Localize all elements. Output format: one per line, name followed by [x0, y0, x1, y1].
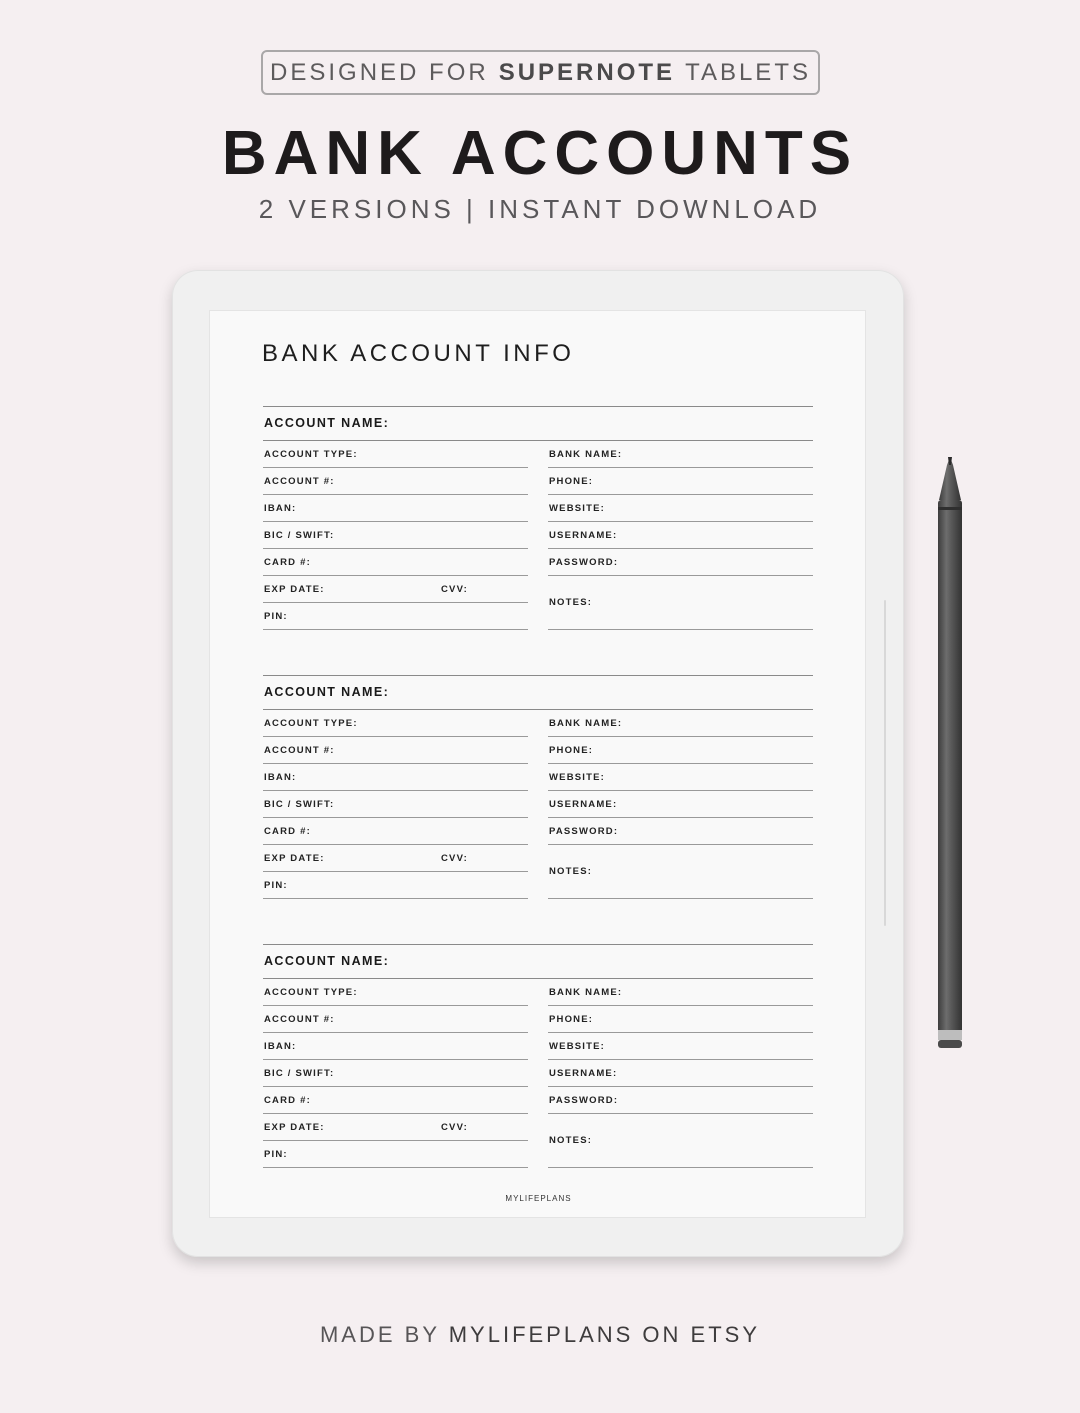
field-label: CARD #:	[264, 1095, 311, 1106]
left-field-row[interactable]	[263, 468, 528, 495]
field-label: IBAN:	[264, 772, 297, 783]
field-label: BANK NAME:	[549, 718, 623, 729]
tablet-device	[172, 270, 904, 1257]
field-label: ACCOUNT #:	[264, 745, 335, 756]
field-label: EXP DATE:	[264, 1122, 325, 1133]
field-label: USERNAME:	[549, 799, 618, 810]
field-label: EXP DATE:	[264, 853, 325, 864]
left-field-row[interactable]	[263, 441, 528, 468]
field-label: IBAN:	[264, 1041, 297, 1052]
right-field-row[interactable]	[548, 468, 813, 495]
left-field-row[interactable]	[263, 791, 528, 818]
left-field-row[interactable]	[263, 764, 528, 791]
right-field-row[interactable]	[548, 1006, 813, 1033]
badge-prefix: DESIGNED FOR	[270, 58, 489, 86]
cvv-label: CVV:	[441, 584, 468, 595]
field-label: PHONE:	[549, 745, 594, 756]
left-field-row[interactable]	[263, 576, 528, 603]
left-field-row[interactable]	[263, 710, 528, 737]
left-field-row[interactable]	[263, 872, 528, 899]
made-by-credit	[0, 1322, 1080, 1348]
left-field-row[interactable]	[263, 845, 528, 872]
page-subtitle: 2 VERSIONS | INSTANT DOWNLOAD	[258, 194, 822, 224]
field-label: WEBSITE:	[549, 772, 606, 783]
left-field-row[interactable]	[263, 495, 528, 522]
field-label: PHONE:	[549, 476, 594, 487]
section-top-rule	[263, 944, 813, 945]
left-field-row[interactable]	[263, 522, 528, 549]
field-label: WEBSITE:	[549, 1041, 606, 1052]
field-label: IBAN:	[264, 503, 297, 514]
header-badge	[261, 50, 820, 95]
field-label: PHONE:	[549, 1014, 594, 1025]
field-label: ACCOUNT TYPE:	[264, 987, 358, 998]
left-field-row[interactable]	[263, 1006, 528, 1033]
account-section	[263, 944, 813, 1169]
right-field-row[interactable]	[548, 791, 813, 818]
field-label: BANK NAME:	[549, 449, 623, 460]
right-field-row[interactable]	[548, 495, 813, 522]
field-label: BANK NAME:	[549, 987, 623, 998]
field-label: BIC / SWIFT:	[264, 799, 335, 810]
notes-field[interactable]	[548, 845, 813, 899]
left-field-row[interactable]	[263, 979, 528, 1006]
left-field-row[interactable]	[263, 1060, 528, 1087]
section-top-rule	[263, 406, 813, 407]
badge-suffix: TABLETS	[685, 58, 811, 86]
left-field-row[interactable]	[263, 1114, 528, 1141]
tablet-side-indicator	[884, 600, 886, 926]
tablet-screen	[209, 310, 866, 1218]
right-field-row[interactable]	[548, 1087, 813, 1114]
right-field-row[interactable]	[548, 764, 813, 791]
right-field-row[interactable]	[548, 1033, 813, 1060]
right-field-row[interactable]	[548, 441, 813, 468]
field-label: BIC / SWIFT:	[264, 530, 335, 541]
badge-brand: SUPERNOTE	[498, 58, 676, 86]
document-footer-brand: MYLIFEPLANS	[505, 1194, 572, 1203]
field-label: PASSWORD:	[549, 826, 619, 837]
field-label: CARD #:	[264, 826, 311, 837]
right-field-row[interactable]	[548, 522, 813, 549]
account-section	[263, 675, 813, 900]
field-label: ACCOUNT #:	[264, 476, 335, 487]
field-label: PASSWORD:	[549, 557, 619, 568]
right-field-row[interactable]	[548, 737, 813, 764]
field-label: WEBSITE:	[549, 503, 606, 514]
field-label: PIN:	[264, 1149, 288, 1160]
field-label: NOTES:	[549, 1135, 593, 1146]
right-field-row[interactable]	[548, 1060, 813, 1087]
page-title: BANK ACCOUNTS	[221, 119, 859, 188]
made-by-prefix: MADE BY	[319, 1322, 440, 1347]
account-name-label: ACCOUNT NAME:	[264, 954, 390, 968]
stylus-pen-icon	[928, 455, 972, 1055]
left-field-row[interactable]	[263, 818, 528, 845]
field-label: NOTES:	[549, 597, 593, 608]
field-label: USERNAME:	[549, 1068, 618, 1079]
notes-field[interactable]	[548, 1114, 813, 1168]
left-field-row[interactable]	[263, 1033, 528, 1060]
right-field-row[interactable]	[548, 979, 813, 1006]
field-label: PIN:	[264, 611, 288, 622]
field-label: PIN:	[264, 880, 288, 891]
cvv-label: CVV:	[441, 853, 468, 864]
made-by-brand: MYLIFEPLANS ON ETSY	[448, 1322, 761, 1347]
left-field-row[interactable]	[263, 1141, 528, 1168]
field-label: CARD #:	[264, 557, 311, 568]
field-label: EXP DATE:	[264, 584, 325, 595]
right-field-row[interactable]	[548, 818, 813, 845]
field-label: PASSWORD:	[549, 1095, 619, 1106]
field-label: NOTES:	[549, 866, 593, 877]
field-label: ACCOUNT TYPE:	[264, 449, 358, 460]
right-field-row[interactable]	[548, 710, 813, 737]
account-section	[263, 406, 813, 631]
left-field-row[interactable]	[263, 737, 528, 764]
field-label: ACCOUNT #:	[264, 1014, 335, 1025]
field-label: ACCOUNT TYPE:	[264, 718, 358, 729]
account-name-label: ACCOUNT NAME:	[264, 416, 390, 430]
notes-field[interactable]	[548, 576, 813, 630]
cvv-label: CVV:	[441, 1122, 468, 1133]
left-field-row[interactable]	[263, 603, 528, 630]
left-field-row[interactable]	[263, 1087, 528, 1114]
section-top-rule	[263, 675, 813, 676]
field-label: USERNAME:	[549, 530, 618, 541]
left-field-row[interactable]	[263, 549, 528, 576]
field-label: BIC / SWIFT:	[264, 1068, 335, 1079]
document-title: BANK ACCOUNT INFO	[262, 340, 575, 367]
right-field-row[interactable]	[548, 549, 813, 576]
account-name-label: ACCOUNT NAME:	[264, 685, 390, 699]
